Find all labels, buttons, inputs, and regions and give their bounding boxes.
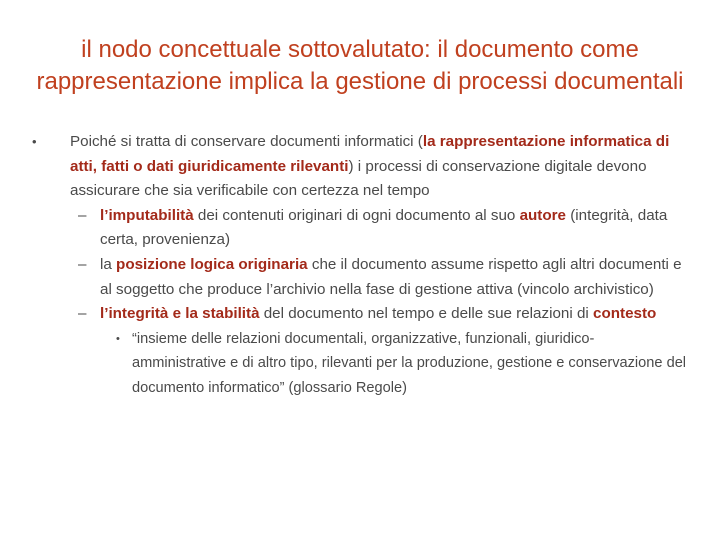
sub-item-posizione-logica [30,253,690,302]
bullet-marker-icon: • [32,134,37,149]
dash-marker-icon: – [78,255,87,273]
sub2-text-1: che il documento assume rispetto agli altri documenti e al soggetto che produce l’archivio nella fase di gestione attiva (vincolo archivistico) [100,255,682,298]
quote-text: “insieme delle relazioni documentali, organizzative, funzionali, giuridico- amministrative e di altro tipo, rilevanti per la produzione, gestione e conservazione del documento informatico” (glossario Regole) [132,330,687,396]
sub2-highlight: posizione logica originaria [116,255,308,273]
sub-item-imputabilita [30,204,690,253]
sub1-highlight-2: autore [519,206,566,224]
dash-marker-icon: – [78,305,87,323]
bullet-item-conservazione [30,130,690,204]
sub-sub-item-quote [30,327,690,401]
sub3-highlight-2: contesto [593,305,657,323]
sub3-text-1: del documento nel tempo e delle sue relazioni di [259,305,594,323]
sub3-highlight-1: l’integrità e la stabilità [100,305,260,323]
slide-content [30,130,690,401]
dash-marker-icon: – [78,206,87,224]
sub1-text-1: dei contenuti originari di ogni documento al suo [193,206,520,224]
sub2-text-0: la [100,255,117,273]
slide-title-line-1: il nodo concettuale sottovalutato: il documento come [81,36,639,63]
sub-item-integrita [30,302,690,327]
bullet-highlight: la rappresentazione informatica di atti, fatti o dati giuridicamente rilevanti [70,133,670,175]
bullet-text-1: Poiché si tratta di conservare documenti informatici ( [70,133,423,150]
bullet-text-2: ) i processi di conservazione digitale devono assicurare che sia verificabile con certezza nel tempo [70,157,647,200]
slide-title [0,34,720,98]
slide-title-line-2: rappresentazione implica la gestione di processi documentali [36,68,684,95]
sub1-text-2: (integrità, data certa, provenienza) [100,206,668,249]
small-bullet-marker-icon: • [116,332,120,345]
sub1-highlight-1: l’imputabilità [100,206,194,224]
